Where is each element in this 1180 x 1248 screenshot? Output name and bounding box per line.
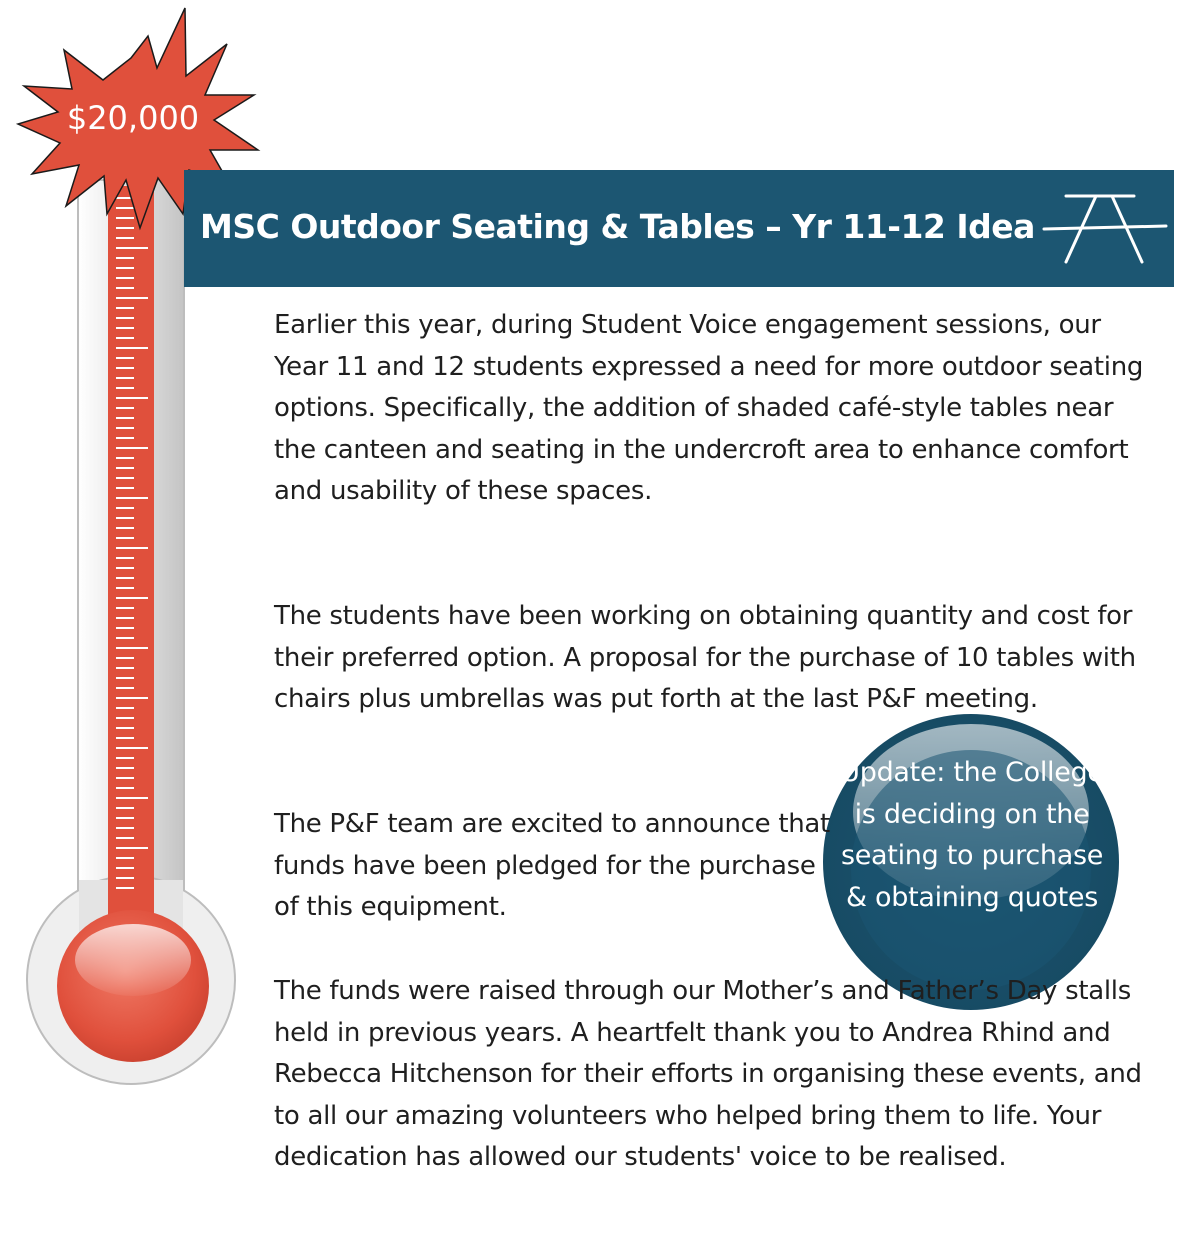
- page-title: MSC Outdoor Seating & Tables – Yr 11-12 Idea: [200, 207, 1035, 246]
- thermometer: [27, 180, 235, 1084]
- update-badge-text: Update: the College is deciding on the seating to purchase & obtaining quotes: [840, 757, 1104, 913]
- article-paragraph-announcement: The P&F team are excited to announce that funds have been pledged for the purchase of this equipment.: [274, 809, 830, 923]
- thermometer-bulb-shine: [75, 924, 191, 996]
- article-paragraph-intro: Earlier this year, during Student Voice engagement sessions, our Year 11 and 12 students expressed a need for more outdoor seating options. Specifically, the addition of shaded café-style tables near the canteen and seating in the undercroft area to enhance comfort and usability of these spaces.: [274, 310, 1144, 507]
- thermometer-mercury: [108, 186, 154, 946]
- article-paragraph-proposal: The students have been working on obtaining quantity and cost for their preferred option. A proposal for the purchase of 10 tables with chairs plus umbrellas was put forth at the last P&F meeting.: [274, 601, 1136, 715]
- fundraising-goal-label: $20,000: [66, 99, 200, 137]
- article-paragraph-thanks: The funds were raised through our Mother’s and Father’s Day stalls held in previous years. A heartfelt thank you to Andrea Rhind and Rebecca Hitchenson for their efforts in organising these events, and to all our amazing volunteers who helped bring them to life. Your dedication has allowed our students' voice to be realised.: [274, 976, 1142, 1173]
